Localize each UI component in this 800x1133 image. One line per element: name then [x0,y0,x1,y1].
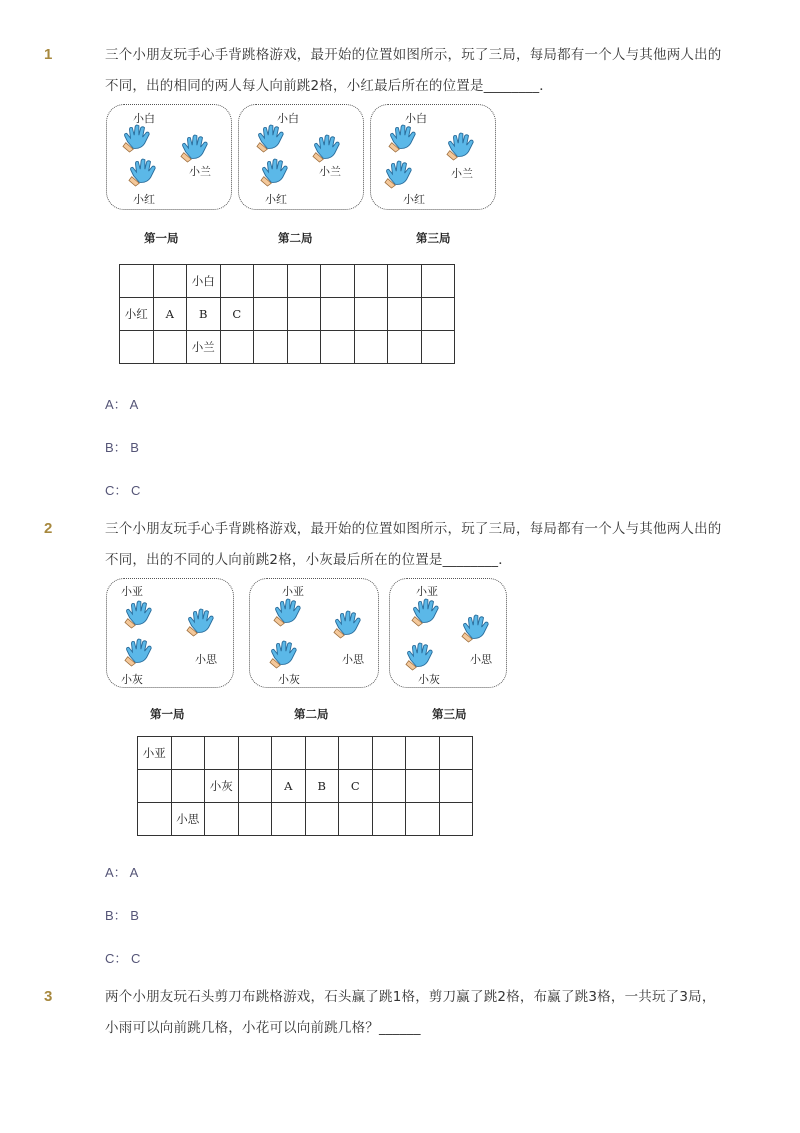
q2-round-label-3: 第三局 [432,707,467,721]
grid-cell [354,265,388,298]
glove-icon [402,641,438,671]
q2-panel-round-2 [249,578,379,688]
glove-icon [257,157,293,187]
q2-name-bottom: 小灰 [278,673,300,686]
glove-icon [121,599,157,629]
grid-cell [138,770,172,803]
glove-icon [270,597,306,627]
grid-cell [120,265,154,298]
q2-option-b[interactable]: B： B [105,908,139,923]
q2-name-right: 小思 [195,653,217,666]
grid-cell [388,298,422,331]
grid-cell: 小红 [120,298,154,331]
q1-name-top: 小白 [405,112,427,125]
q1-position-grid [119,264,455,364]
q1-round-label-1: 第一局 [144,231,179,245]
grid-cell: A [272,770,306,803]
grid-cell [254,331,288,364]
grid-cell [305,737,339,770]
q2-name-top: 小亚 [416,585,438,598]
grid-cell [205,737,239,770]
grid-cell [421,331,455,364]
grid-cell [120,331,154,364]
grid-cell [406,803,440,836]
q1-name-bottom: 小红 [403,193,425,206]
q2-name-bottom: 小灰 [121,673,143,686]
glove-icon [458,613,494,643]
q1-option-b[interactable]: B： B [105,440,139,455]
grid-cell [238,803,272,836]
grid-cell [406,737,440,770]
q1-name-bottom: 小红 [265,193,287,206]
grid-row [138,737,473,770]
grid-cell: 小亚 [138,737,172,770]
q1-name-top: 小白 [133,112,155,125]
grid-cell [321,298,355,331]
grid-cell [254,298,288,331]
grid-cell [372,770,406,803]
q2-name-bottom: 小灰 [418,673,440,686]
q1-name-right: 小兰 [189,165,211,178]
grid-cell [339,803,373,836]
grid-cell: 小灰 [205,770,239,803]
grid-cell [388,265,422,298]
grid-cell [138,803,172,836]
glove-icon [309,133,345,163]
grid-cell [238,737,272,770]
grid-cell [205,803,239,836]
question-number-2: 2 [44,520,53,537]
q1-option-c[interactable]: C： C [105,483,141,498]
q1-panel-round-3 [370,104,496,210]
q2-round-label-2: 第二局 [294,707,329,721]
grid-cell [153,331,187,364]
q2-name-top: 小亚 [282,585,304,598]
q2-panel-round-1 [106,578,234,688]
grid-cell [220,265,254,298]
grid-cell [421,298,455,331]
q1-round-label-3: 第三局 [416,231,451,245]
q2-round-label-1: 第一局 [150,707,185,721]
grid-cell: 小思 [171,803,205,836]
q2-name-right: 小思 [342,653,364,666]
grid-cell [321,265,355,298]
q2-option-c[interactable]: C： C [105,951,141,966]
grid-cell: 小白 [187,265,221,298]
grid-cell [372,737,406,770]
grid-cell [287,331,321,364]
grid-cell [439,770,473,803]
grid-cell: B [305,770,339,803]
grid-cell [305,803,339,836]
q1-option-a[interactable]: A： A [105,397,139,412]
glove-icon [443,131,479,161]
grid-cell [272,737,306,770]
grid-cell: C [339,770,373,803]
grid-row [138,803,473,836]
question-number-3: 3 [44,988,53,1005]
grid-cell [153,265,187,298]
grid-cell: C [220,298,254,331]
q1-name-right: 小兰 [319,165,341,178]
q1-panel-round-2 [238,104,364,210]
q1-name-bottom: 小红 [133,193,155,206]
grid-cell [171,770,205,803]
grid-cell [388,331,422,364]
question-text-3: 两个小朋友玩石头剪刀布跳格游戏，石头赢了跳1格，剪刀赢了跳2格，布赢了跳3格，一共玩了3局，小雨可以向前跳几格，小花可以向前跳几格？______ [105,989,716,1036]
q2-name-right: 小思 [470,653,492,666]
q1-panel-round-1 [106,104,232,210]
glove-icon [381,159,417,189]
grid-cell: B [187,298,221,331]
question-number-1: 1 [44,46,53,63]
glove-icon [119,123,155,153]
question-text-2: 三个小朋友玩手心手背跳格游戏，最开始的位置如图所示，玩了三局，每局都有一个人与其他两人出的不同，出的不同的人向前跳2格，小灰最后所在的位置是________． [105,521,722,568]
glove-icon [330,609,366,639]
glove-icon [177,133,213,163]
glove-icon [408,597,444,627]
grid-cell [439,737,473,770]
grid-row [120,265,455,298]
grid-cell [354,331,388,364]
grid-cell [287,298,321,331]
q2-option-a[interactable]: A： A [105,865,139,880]
grid-cell [254,265,288,298]
grid-cell: 小兰 [187,331,221,364]
glove-icon [183,607,219,637]
grid-cell [272,803,306,836]
q1-name-top: 小白 [277,112,299,125]
grid-row [120,331,455,364]
grid-cell [406,770,440,803]
grid-cell [372,803,406,836]
glove-icon [121,637,157,667]
glove-icon [385,123,421,153]
grid-cell [321,331,355,364]
q1-name-right: 小兰 [451,167,473,180]
grid-cell [421,265,455,298]
q2-panel-round-3 [389,578,507,688]
grid-cell [171,737,205,770]
grid-cell [339,737,373,770]
grid-cell [439,803,473,836]
glove-icon [253,123,289,153]
grid-cell [354,298,388,331]
q2-position-grid [137,736,473,836]
grid-row [120,298,455,331]
grid-cell: A [153,298,187,331]
grid-row [138,770,473,803]
q2-name-top: 小亚 [121,585,143,598]
glove-icon [125,157,161,187]
glove-icon [266,639,302,669]
grid-cell [220,331,254,364]
grid-cell [287,265,321,298]
q1-round-label-2: 第二局 [278,231,313,245]
grid-cell [238,770,272,803]
question-text-1: 三个小朋友玩手心手背跳格游戏，最开始的位置如图所示，玩了三局，每局都有一个人与其他两人出的不同，出的相同的两人每人向前跳2格，小红最后所在的位置是________． [105,47,722,94]
